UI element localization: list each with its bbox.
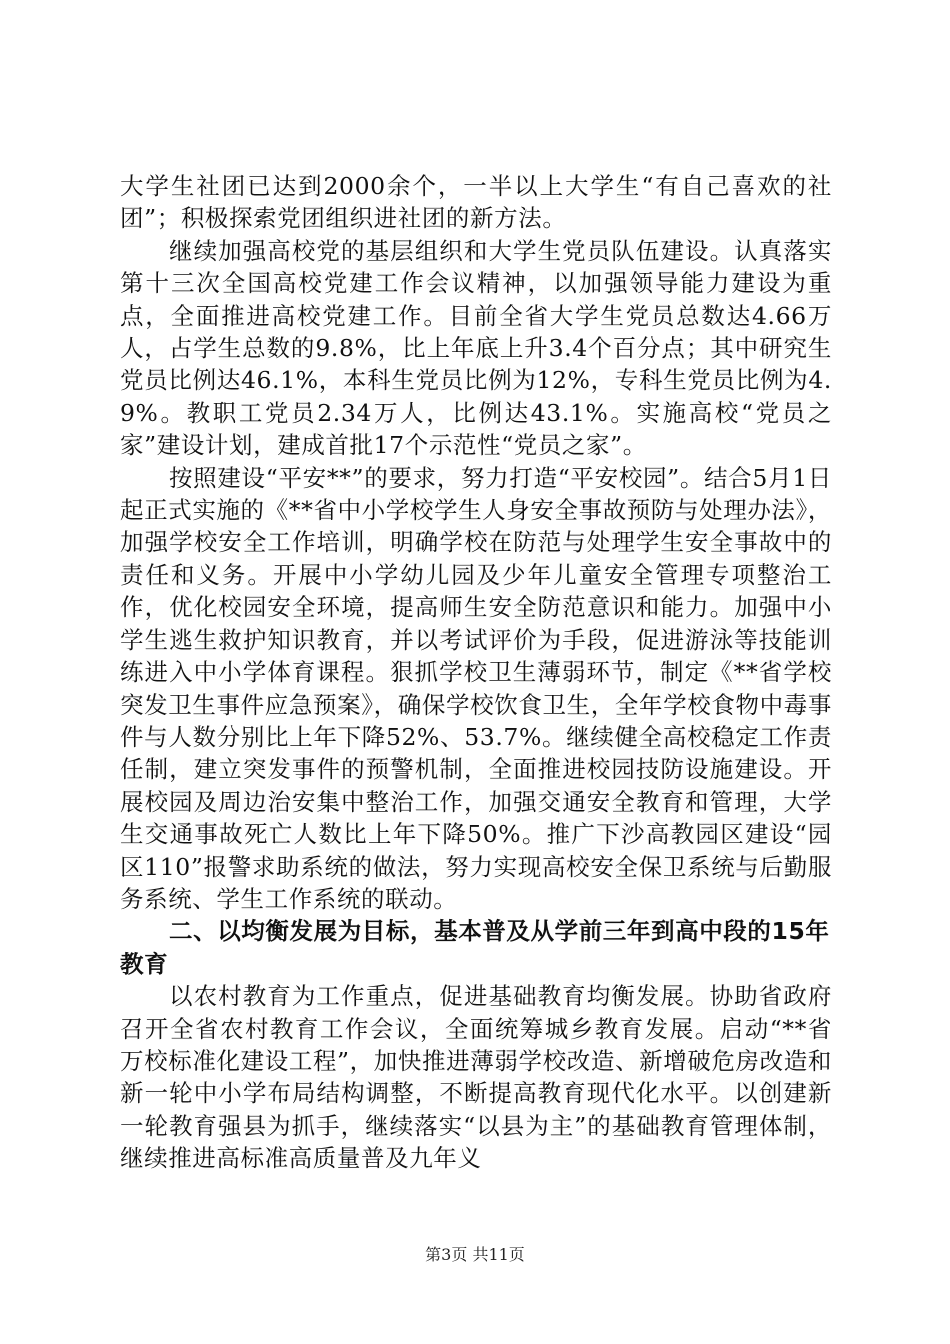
paragraph-rural-education: 以农村教育为工作重点，促进基础教育均衡发展。协助省政府召开全省农村教育工作会议，全面统筹城乡教育发展。启动“**省万校标准化建设工程”，加快推进薄弱学校改造、新增破危房改造和新一轮中小学布局结构调整，不断提高教育现代化水平。以创建新一轮教育强县为抓手，继续落实“以县为主”的基础教育管理体制，继续推进高标准高质量普及九年义 (120, 982, 832, 1173)
paragraph-safe-campus: 按照建设“平安**”的要求，努力打造“平安校园”。结合5月1日起正式实施的《**省中小学校学生人身安全事故预防与处理办法》，加强学校安全工作培训，明确学校在防范与处理学生安全事故中的责任和义务。开展中小学幼儿园及少年儿童安全管理专项整治工作，优化校园安全环境，提高师生安全防范意识和能力。加强中小学生逃生救护知识教育，并以考试评价为手段，促进游泳等技能训练进入中小学体育课程。狠抓学校卫生薄弱环节，制定《**省学校突发卫生事件应急预案》，确保学校饮食卫生，全年学校食物中毒事件与人数分别比上年下降52%、53.7%。继续健全高校稳定工作责任制，建立突发事件的预警机制，全面推进校园技防设施建设。开展校园及周边治安集中整治工作，加强交通安全教育和管理，大学生交通事故死亡人数比上年下降50%。推广下沙高教园区建设“园区110”报警求助系统的做法，努力实现高校安全保卫系统与后勤服务系统、学生工作系统的联动。 (120, 463, 832, 913)
document-body (120, 170, 832, 1175)
paragraph-club-count: 大学生社团已达到2000余个，一半以上大学生“有自己喜欢的社团”；积极探索党团组织进社团的新方法。 (120, 172, 832, 233)
paragraph-party-building: 继续加强高校党的基层组织和大学生党员队伍建设。认真落实第十三次全国高校党建工作会议精神，以加强领导能力建设为重点，全面推进高校党建工作。目前全省大学生党员总数达4.66万人，占学生总数的9.8%，比上年底上升3.4个百分点；其中研究生党员比例达46.1%，本科生党员比例为12%，专科生党员比例为4.9%。教职工党员2.34万人，比例达43.1%。实施高校“党员之家”建设计划，建成首批17个示范性“党员之家”。 (120, 236, 832, 460)
page-number-footer: 第3页 共11页 (425, 1245, 525, 1264)
section-heading: 二、以均衡发展为目标，基本普及从学前三年到高中段的15年教育 (120, 917, 830, 978)
